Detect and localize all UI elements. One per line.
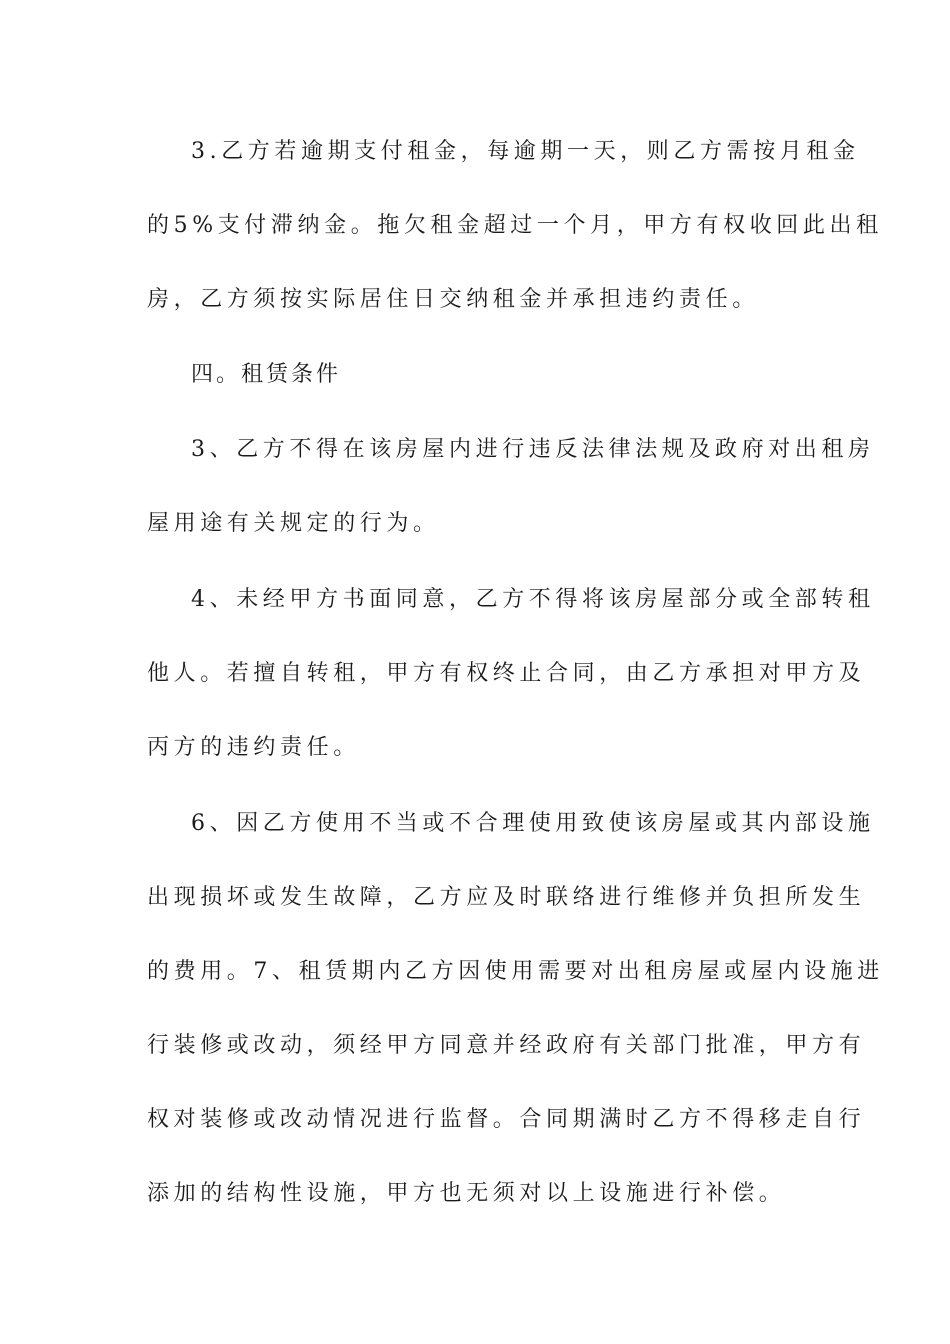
- paragraph-late-payment-line-1: 3.乙方若逾期支付租金，每逾期一天，则乙方需按月租金: [191, 139, 860, 164]
- paragraph-item-6-line-1: 6、因乙方使用不当或不合理使用致使该房屋或其内部设施: [191, 811, 875, 836]
- paragraph-item-3-line-2: 屋用途有关规定的行为。: [147, 511, 440, 536]
- paragraph-item-6-line-3: 的费用。7、租赁期内乙方因使用需要对出租房屋或屋内设施进: [147, 959, 884, 984]
- paragraph-item-7-line-2: 行装修或改动，须经甲方同意并经政府有关部门批准，甲方有: [147, 1033, 866, 1058]
- paragraph-item-4-line-2: 他人。若擅自转租，甲方有权终止合同，由乙方承担对甲方及: [147, 661, 866, 686]
- paragraph-late-payment-line-3: 房，乙方须按实际居住日交纳租金并承担违约责任。: [147, 287, 759, 312]
- paragraph-item-3-line-1: 3、乙方不得在该房屋内进行违反法律法规及政府对出租房: [191, 437, 875, 462]
- paragraph-item-4-line-3: 丙方的违约责任。: [147, 735, 360, 760]
- paragraph-item-7-line-4: 添加的结构性设施，甲方也无须对以上设施进行补偿。: [147, 1181, 786, 1206]
- paragraph-item-4-line-1: 4、未经甲方书面同意，乙方不得将该房屋部分或全部转租: [191, 587, 875, 612]
- paragraph-item-6-line-2: 出现损坏或发生故障，乙方应及时联络进行维修并负担所发生: [147, 885, 866, 910]
- section-heading-lease-conditions: 四。租赁条件: [191, 362, 342, 387]
- paragraph-item-7-line-3: 权对装修或改动情况进行监督。合同期满时乙方不得移走自行: [147, 1107, 866, 1132]
- paragraph-late-payment-line-2: 的5%支付滞纳金。拖欠租金超过一个月，甲方有权收回此出租: [147, 213, 883, 238]
